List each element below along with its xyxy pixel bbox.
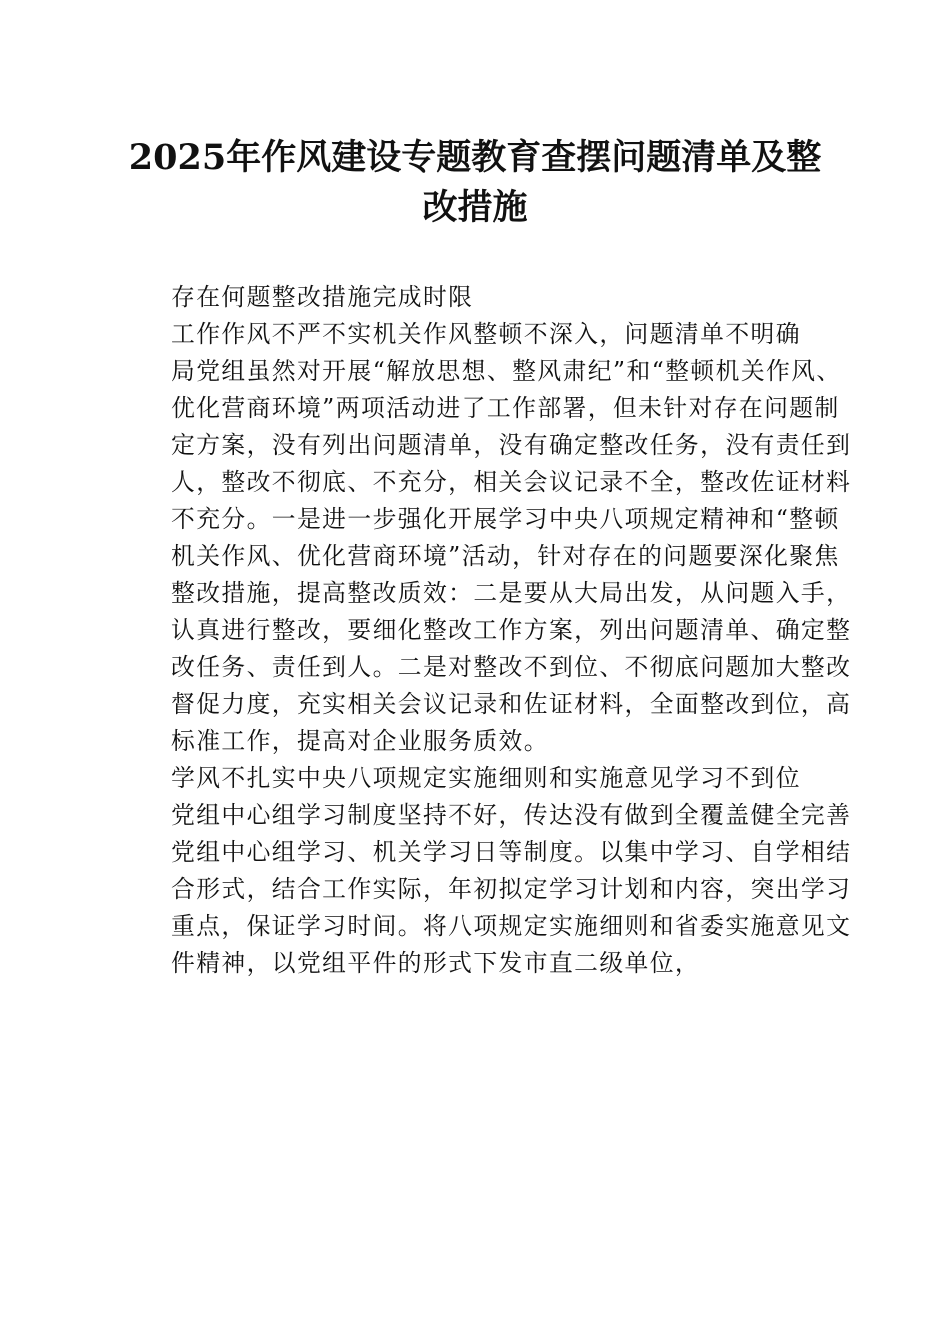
text-line: 人，整改不彻底、不充分，相关会议记录不全，整改佐证材料 <box>171 468 852 496</box>
title-line-1: 2025年作风建设专题教育查摆问题清单及整 <box>128 137 822 178</box>
paragraph-work-style <box>121 316 852 760</box>
text-line: 整改措施，提高整改质效：二是要从大局出发，从问题入手， <box>171 579 852 607</box>
paragraph-study-style <box>121 760 852 982</box>
text-line: 机关作风、优化营商环境”活动，针对存在的问题要深化聚焦 <box>171 542 840 570</box>
text-line: 督促力度，充实相关会议记录和佐证材料，全面整改到位，高 <box>171 690 852 718</box>
title-line-2: 改措施 <box>422 187 528 228</box>
text-line: 合形式，结合工作实际，年初拟定学习计划和内容，突出学习 <box>171 875 852 903</box>
text-line: 优化营商环境”两项活动进了工作部署，但未针对存在问题制 <box>171 394 840 422</box>
text-line: 局党组虽然对开展“解放思想、整风肃纪”和“整顿机关作风、 <box>171 357 842 385</box>
text-line: 存在何题整改措施完成时限 <box>171 283 474 311</box>
text-line: 工作作风不严不实机关作风整顿不深入，问题清单不明确 <box>171 320 801 348</box>
text-line: 定方案，没有列出问题清单，没有确定整改任务，没有责任到 <box>171 431 852 459</box>
text-line: 件精神，以党组平件的形式下发市直二级单位， <box>171 949 701 977</box>
text-line: 不充分。一是进一步强化开展学习中央八项规定精神和“整顿 <box>171 505 840 533</box>
text-line: 学风不扎实中央八项规定实施细则和实施意见学习不到位 <box>171 764 801 792</box>
document-body <box>121 279 852 982</box>
text-line: 重点，保证学习时间。将八项规定实施细则和省委实施意见文 <box>171 912 852 940</box>
paragraph-table-header <box>121 279 827 316</box>
text-line: 标准工作，提高对企业服务质效。 <box>171 727 549 755</box>
text-line: 认真进行整改，要细化整改工作方案，列出问题清单、确定整 <box>171 616 852 644</box>
text-line: 党组中心组学习制度坚持不好，传达没有做到全覆盖健全完善 <box>171 801 852 829</box>
text-line: 改任务、责任到人。二是对整改不到位、不彻底问题加大整改 <box>171 653 852 681</box>
document-title <box>120 133 830 233</box>
text-line: 党组中心组学习、机关学习日等制度。以集中学习、自学相结 <box>171 838 852 866</box>
